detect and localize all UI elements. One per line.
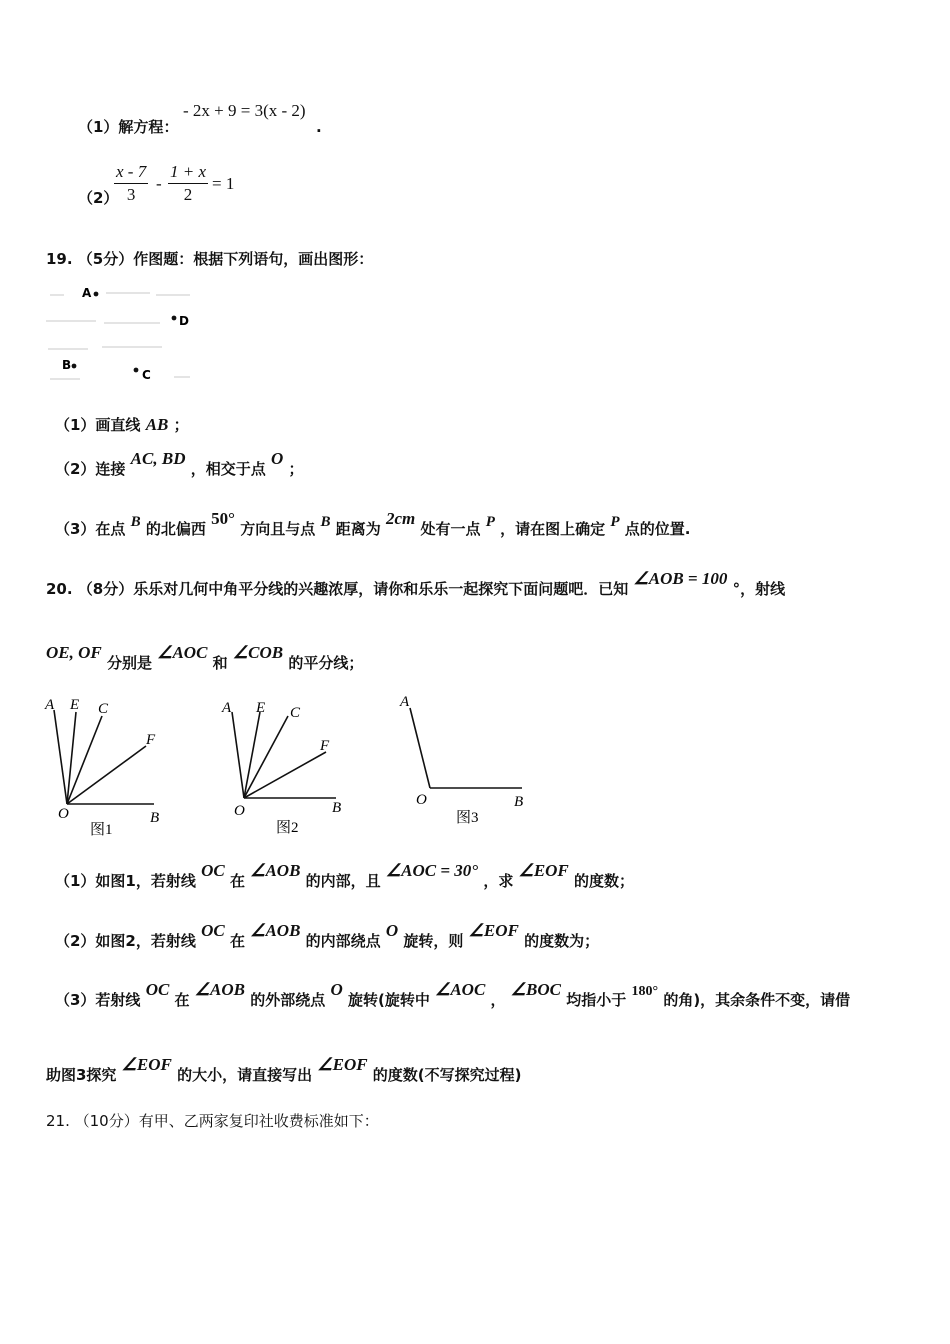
q20-part3-angle-aob: ∠AOB: [194, 980, 245, 999]
q20-part2-text-d: 旋转，则: [403, 932, 464, 950]
q20-part1-angle-eof: ∠EOF: [518, 861, 569, 880]
q20-fig2-rays: [232, 712, 336, 798]
q20-fig3-caption: 图3: [456, 810, 479, 826]
q20-part3-text-g: 的角)，其余条件不变，请借: [663, 991, 851, 1009]
q20-part1-angle-aoc: ∠AOC = 30°: [385, 861, 479, 880]
q20-part3-ray-oc: OC: [145, 980, 170, 999]
q19-step3-text-b: 的北偏西: [145, 520, 206, 538]
q19-step2-text-b: ，相交于点: [190, 460, 266, 478]
q19-step2: [55, 449, 304, 479]
q18-part1-equation: - 2x + 9 = 3(x - 2): [183, 101, 306, 120]
q18-part2-label: （2）: [78, 189, 119, 207]
q20-part2: [55, 921, 600, 951]
q20-part1-angle-aob: ∠AOB: [250, 861, 301, 880]
q21-title: 21. （10分）有甲、乙两家复印社收费标准如下：: [46, 1112, 379, 1130]
q20-part3-text-e: ，: [490, 991, 506, 1009]
q18-fraction-2-denominator: 2: [183, 185, 193, 204]
q20-line2-text-a: 分别是: [106, 654, 152, 672]
q20-fig1-label-o: O: [58, 806, 69, 822]
q20-part3-line2-angle-eof: ∠EOF: [121, 1055, 172, 1074]
q20-fig2-caption: 图2: [276, 820, 299, 836]
q20-part3-line2-text-b: 的大小，请直接写出: [177, 1066, 313, 1084]
q20-line2: [46, 643, 364, 673]
q20-fig3-ray-oa: [410, 708, 430, 788]
q20-fig3-label-a: A: [400, 694, 410, 710]
q20-fig2-label-o: O: [234, 803, 245, 819]
q19-step3-text-c: 方向且与点: [240, 520, 316, 538]
q20-part1-text-e: 的度数；: [574, 872, 635, 890]
q19-point-a-dot: [94, 292, 99, 297]
q20-part2-text-c: 的内部绕点: [305, 932, 381, 950]
q19-step1-end: ；: [173, 416, 189, 434]
q19-step2-text-a: （2）连接: [55, 460, 126, 478]
q19-point-figure: [44, 280, 204, 392]
q20-fig3-label-b: B: [514, 794, 524, 810]
q20-fig1-label-c: C: [98, 701, 109, 717]
q20-line2-text-b: 和: [212, 654, 228, 672]
q19-step1-text: （1）画直线: [55, 416, 141, 434]
q20-part3-line2: [46, 1055, 522, 1085]
q18-minus-sign: -: [156, 174, 162, 193]
q20-title: [46, 569, 786, 599]
q20-part1: [55, 861, 635, 891]
q19-point-p: P: [485, 514, 495, 530]
q18-part1-label: （1）解方程：: [78, 118, 179, 136]
q19-point-b-ref: B: [130, 514, 141, 530]
q20-part3-text-a: （3）若射线: [55, 991, 141, 1009]
q20-fig2-label-a: A: [222, 700, 232, 716]
q20-fig2-label-b: B: [332, 800, 342, 816]
q18-fraction-2: [168, 162, 208, 205]
q20-part3-line2-text-a: 助图3探究: [46, 1066, 117, 1084]
q20-part3-text-d: 旋转(旋转中: [348, 991, 430, 1009]
q19-step1: [55, 414, 189, 435]
q20-rays-oe-of: OE, OF: [46, 643, 102, 662]
q20-fig3-rays: [410, 708, 522, 788]
q20-part3-point-o: O: [330, 980, 343, 999]
q20-part3-angle-boc: ∠BOC: [510, 980, 561, 999]
q20-part1-text-a: （1）如图1，若射线: [55, 872, 196, 890]
q20-fig3-label-o: O: [416, 792, 427, 808]
q19-point-d-label: D: [179, 314, 189, 328]
q20-part3-text-f: 均指小于: [566, 991, 627, 1009]
q20-fig1-rays: [54, 710, 154, 804]
q20-part2-text-b: 在: [229, 932, 245, 950]
q20-part3-line2-angle-eof-2: ∠EOF: [317, 1055, 368, 1074]
q20-line2-text-c: 的平分线；: [288, 654, 364, 672]
q20-part3-line2-text-c: 的度数(不写探究过程): [372, 1066, 522, 1084]
q20-part2-point-o: O: [385, 921, 399, 940]
q20-fig2-label-f: F: [320, 738, 330, 754]
q19-segments-ac-bd: AC, BD: [130, 449, 186, 468]
q18-fraction-1-denominator: 3: [126, 185, 136, 204]
q19-angle-50: 50°: [211, 509, 235, 528]
q20-part2-angle-eof: ∠EOF: [468, 921, 519, 940]
q20-fig1-caption: 图1: [90, 822, 113, 838]
q20-fig1-label-f: F: [146, 732, 156, 748]
q19-step3: [55, 509, 691, 539]
q18-part1-period: .: [316, 118, 322, 136]
q19-line-ab: AB: [145, 415, 169, 434]
q19-point-b-label: B: [62, 358, 72, 372]
q20-part2-angle-aob: ∠AOB: [250, 921, 301, 940]
q20-fig1-label-e: E: [70, 697, 80, 713]
q19-point-o: O: [270, 449, 284, 468]
q19-step3-text-f: ，请在图上确定: [500, 520, 606, 538]
q18-fraction-1: [114, 162, 148, 205]
q18-fraction-2-numerator: 1 + x: [168, 162, 208, 184]
q20-fig2-label-e: E: [256, 700, 266, 716]
q20-fig2-ray-oe: [244, 712, 260, 798]
q19-point-d-dot: [172, 316, 177, 321]
q20-part1-text-d: ，求: [483, 872, 514, 890]
q19-point-c-dot: [134, 368, 139, 373]
q20-angle-aob: ∠AOB = 100: [633, 569, 728, 588]
q20-part1-text-b: 在: [229, 872, 245, 890]
q20-part3: [55, 980, 851, 1010]
q19-distance-2cm: 2cm: [385, 509, 416, 528]
q20-figure-2: [210, 690, 360, 840]
q19-point-b-dot: [72, 364, 77, 369]
q20-figure-3: [390, 686, 540, 830]
q20-part3-text-b: 在: [174, 991, 190, 1009]
q19-point-p-2: P: [610, 514, 620, 530]
q19-point-c-label: C: [142, 368, 151, 382]
q20-figure-1: [40, 690, 180, 840]
q20-fig1-label-b: B: [150, 810, 160, 826]
q19-step3-text-a: （3）在点: [55, 520, 126, 538]
q19-step3-text-d: 距离为: [335, 520, 381, 538]
q19-step2-end: ；: [288, 460, 304, 478]
q20-part3-angle-aoc: ∠AOC: [435, 980, 486, 999]
q20-fig1-ray-oa: [54, 710, 67, 804]
q20-angle-aoc: ∠AOC: [157, 643, 208, 662]
q20-part3-text-c: 的外部绕点: [250, 991, 326, 1009]
q19-title: 19. （5分）作图题：根据下列语句，画出图形：: [46, 250, 374, 268]
q19-point-a-label: A: [82, 286, 92, 300]
q20-fig2-label-c: C: [290, 705, 301, 721]
q19-point-b-ref-2: B: [320, 514, 331, 530]
q20-part1-ray-oc: OC: [201, 861, 225, 880]
q20-fig2-ray-oa: [232, 712, 244, 798]
q20-part2-text-e: 的度数为；: [524, 932, 600, 950]
q20-part2-text-a: （2）如图2，若射线: [55, 932, 196, 950]
q20-title-end: °，射线: [732, 580, 786, 598]
q18-fraction-1-numerator: x - 7: [114, 162, 148, 184]
q20-part3-angle-180: 180°: [631, 984, 659, 999]
q20-part1-text-c: 的内部，且: [305, 872, 381, 890]
q20-fig1-ray-oe: [67, 712, 76, 804]
q20-part2-ray-oc: OC: [201, 921, 225, 940]
q20-title-text: 20. （8分）乐乐对几何中角平分线的兴趣浓厚，请你和乐乐一起探究下面问题吧．已知: [46, 580, 629, 598]
q20-angle-cob: ∠COB: [232, 643, 284, 662]
q19-step3-text-e: 处有一点: [420, 520, 481, 538]
q19-step3-text-g: 点的位置.: [624, 520, 691, 538]
q18-equation-rhs: = 1: [212, 174, 235, 193]
q20-fig1-label-a: A: [45, 697, 55, 713]
